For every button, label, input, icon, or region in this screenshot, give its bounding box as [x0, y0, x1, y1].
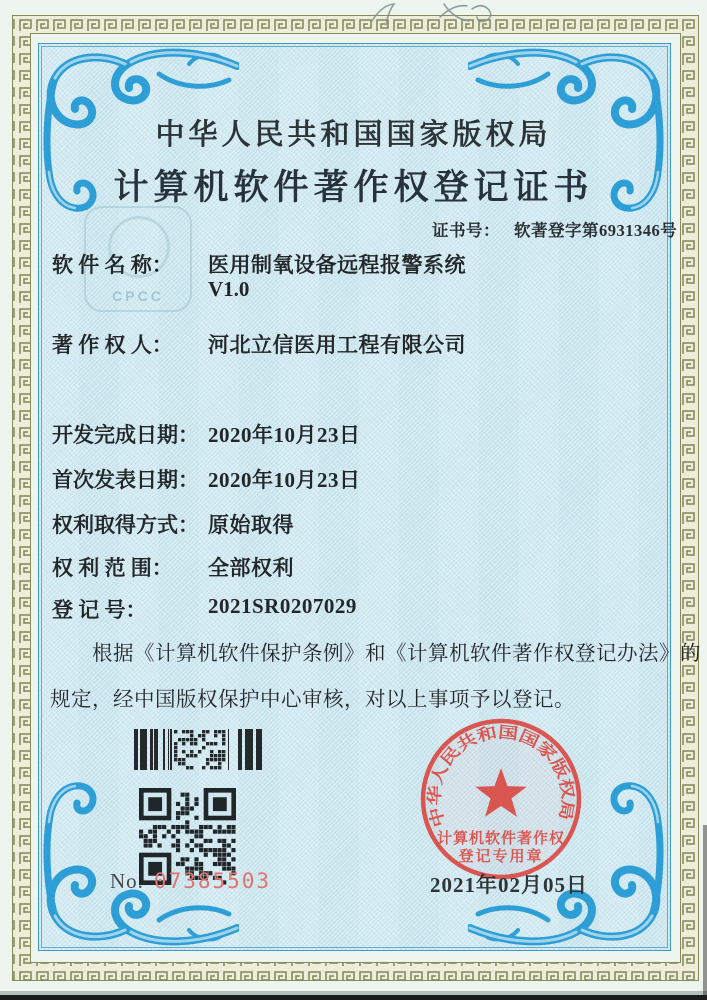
- certificate-number-line: [432, 217, 677, 241]
- barcode: [134, 729, 262, 770]
- handwriting-scribble: [330, 0, 550, 30]
- field-label: 首次发表日期：: [52, 468, 199, 492]
- statement-line-1: 根据《计算机软件保护条例》和《计算机软件著作权登记办法》的: [92, 643, 701, 665]
- serial-number: 07385503: [153, 869, 272, 893]
- seal-text-line2: 登记专用章: [458, 849, 544, 865]
- field-value: 原始取得: [208, 513, 294, 537]
- issue-date: 2021年02月05日: [430, 873, 588, 897]
- seal-text-line1: 计算机软件著作权: [436, 831, 566, 847]
- field-label: 权利取得方式：: [52, 513, 199, 537]
- field-value: 河北立信医用工程有限公司: [208, 333, 466, 357]
- watermark-text: CPCC: [112, 288, 164, 304]
- serial-prefix: No.: [110, 869, 144, 893]
- scan-edge-dark: [0, 995, 707, 1000]
- certificate-number-label: 证书号：: [432, 221, 500, 240]
- field-label: 权 利 范 围：: [52, 556, 173, 580]
- field-label: 著 作 权 人：: [52, 333, 173, 357]
- scan-edge-right: [703, 825, 707, 995]
- field-label: 软 件 名 称：: [52, 253, 173, 277]
- field-value: 2020年10月23日: [208, 423, 361, 447]
- seal-ring-text: 中华人民共和国国家版权局: [426, 724, 576, 829]
- software-version: V1.0: [208, 277, 250, 301]
- official-seal: [403, 701, 599, 897]
- field-value: 医用制氧设备远程报警系统: [208, 253, 466, 277]
- field-value: 2021SR0207029: [208, 594, 357, 618]
- certificate-title: 计算机软件著作权登记证书: [113, 168, 594, 207]
- field-label: 开发完成日期：: [52, 423, 199, 447]
- field-label: 登 记 号：: [52, 598, 147, 622]
- field-value: 全部权利: [208, 556, 294, 580]
- serial-number-line: [110, 869, 271, 894]
- field-value: 2020年10月23日: [208, 468, 361, 492]
- authority-title: 中华人民共和国国家版权局: [155, 119, 552, 151]
- statement-line-2: 规定，经中国版权保护中心审核，对以上事项予以登记。: [50, 689, 575, 711]
- certificate-number-value: 软著登字第6931346号: [514, 221, 678, 240]
